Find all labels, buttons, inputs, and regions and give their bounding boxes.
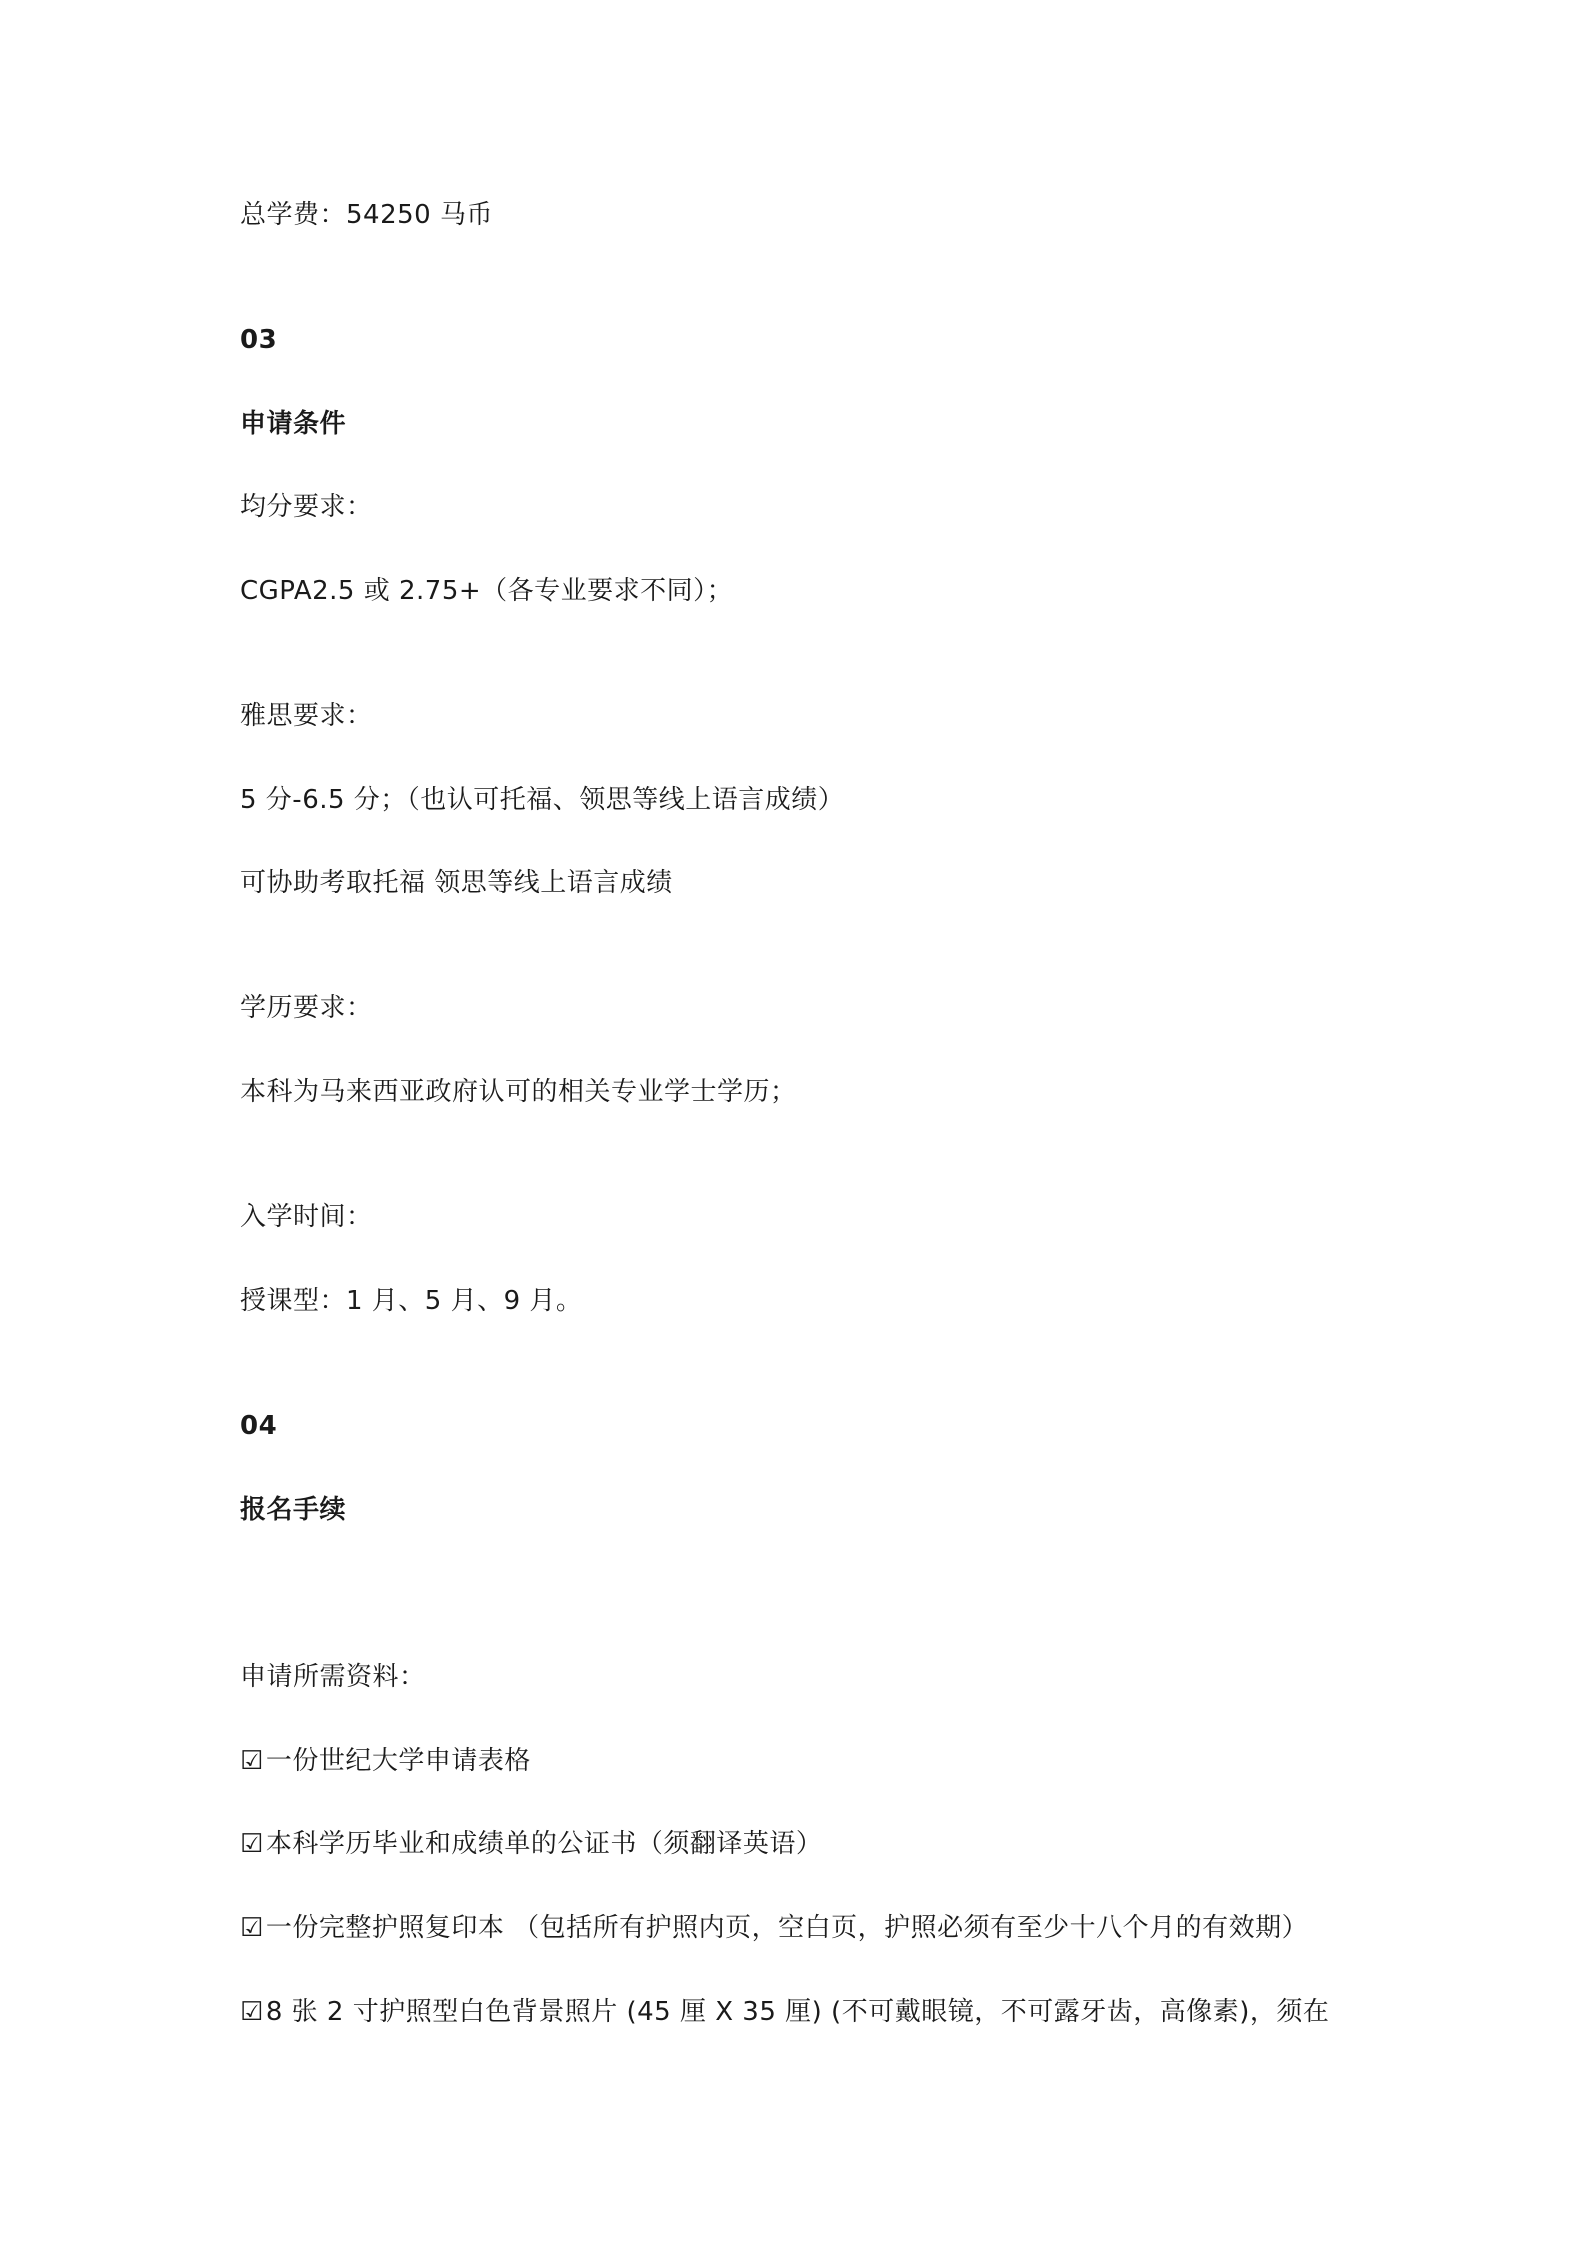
section-title-requirements: 申请条件 (240, 409, 347, 439)
list-item-text: 一份完整护照复印本 （包括所有护照内页，空白页，护照必须有至少十八个月的有效期） (265, 1913, 1309, 1943)
total-fee-text: 总学费：54250 马币 (240, 200, 493, 230)
section-title-application: 报名手续 (240, 1495, 347, 1525)
list-item (240, 1744, 531, 1778)
education-value: 本科为马来西亚政府认可的相关专业学士学历； (240, 1077, 797, 1107)
ielts-note: 可协助考取托福 领思等线上语言成绩 (240, 868, 673, 898)
intake-value: 授课型：1 月、5 月、9 月。 (240, 1286, 583, 1316)
list-item-text: 一份世纪大学申请表格 (265, 1746, 531, 1776)
gpa-label: 均分要求： (240, 492, 373, 522)
list-item-text: 8 张 2 寸护照型白色背景照片 (45 厘 X 35 厘) (不可戴眼镜，不可露牙齿，高像素)，须在 (265, 1997, 1330, 2027)
checkbox-icon: ☑ (240, 1997, 264, 2027)
section-number-04: 04 (240, 1411, 278, 1441)
list-item (240, 1911, 1308, 1945)
gpa-value: CGPA2.5 或 2.75+（各专业要求不同）； (240, 576, 734, 606)
education-label: 学历要求： (240, 993, 373, 1023)
list-item (240, 1995, 1329, 2029)
checkbox-icon: ☑ (240, 1829, 264, 1859)
intake-label: 入学时间： (240, 1202, 373, 1232)
section-number-03: 03 (240, 325, 278, 355)
list-item (240, 1827, 822, 1861)
ielts-value: 5 分-6.5 分；（也认可托福、领思等线上语言成绩） (240, 785, 845, 815)
ielts-label: 雅思要求： (240, 701, 373, 731)
checkbox-icon: ☑ (240, 1913, 264, 1943)
checkbox-icon: ☑ (240, 1746, 264, 1776)
list-item-text: 本科学历毕业和成绩单的公证书（须翻译英语） (265, 1829, 823, 1859)
materials-label: 申请所需资料： (240, 1662, 426, 1692)
